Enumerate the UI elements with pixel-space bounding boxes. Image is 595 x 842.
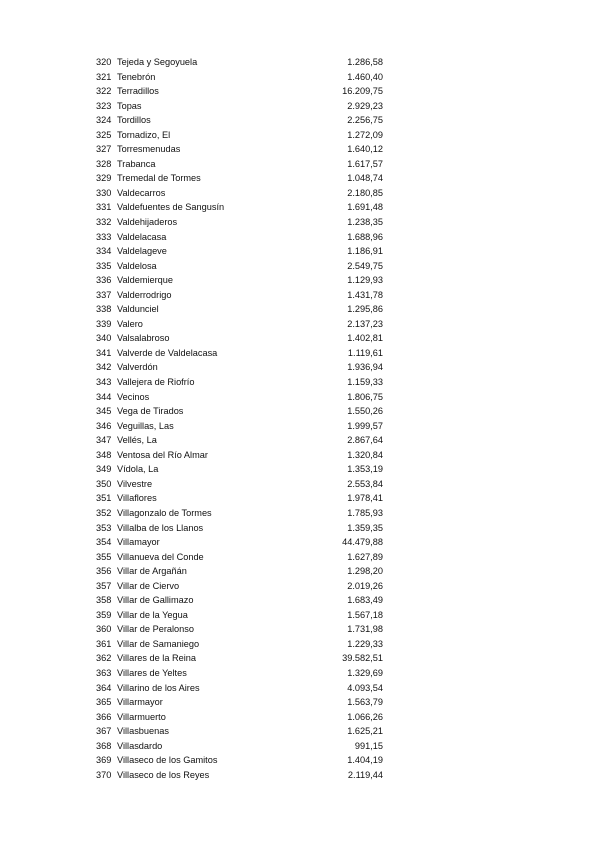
row-number: 345 bbox=[96, 406, 112, 417]
amount-value: 1.286,58 bbox=[347, 57, 383, 67]
table-row bbox=[96, 288, 383, 303]
amount-value: 1.048,74 bbox=[347, 173, 383, 184]
municipality-name: Villarmayor bbox=[117, 697, 163, 708]
amount-value: 1.272,09 bbox=[347, 129, 383, 140]
table-row bbox=[96, 753, 383, 768]
table-row bbox=[96, 186, 383, 201]
municipality-name: Tornadizo, El bbox=[117, 129, 171, 140]
table-row bbox=[96, 99, 383, 114]
table-row bbox=[96, 375, 383, 390]
amount-value: 1.731,98 bbox=[347, 624, 383, 635]
table-row bbox=[96, 157, 383, 172]
municipality-name: Tordillos bbox=[117, 115, 151, 126]
row-number: 322 bbox=[96, 86, 112, 97]
table-row bbox=[96, 681, 383, 696]
amount-value: 1.627,89 bbox=[347, 551, 383, 562]
table-row bbox=[96, 564, 383, 579]
amount-value: 1.567,18 bbox=[347, 609, 383, 620]
table-row bbox=[96, 404, 383, 419]
row-number: 334 bbox=[96, 246, 112, 257]
row-number: 346 bbox=[96, 420, 112, 431]
table-row bbox=[96, 259, 383, 274]
row-number: 368 bbox=[96, 740, 112, 751]
amount-value: 1.688,96 bbox=[347, 231, 383, 242]
amount-value: 1.353,19 bbox=[347, 464, 383, 475]
row-number: 359 bbox=[96, 609, 112, 620]
amount-value: 1.691,48 bbox=[347, 202, 383, 213]
municipality-name: Vídola, La bbox=[117, 464, 159, 475]
table-row bbox=[96, 200, 383, 215]
row-number: 340 bbox=[96, 333, 112, 344]
municipality-name: Vega de Tirados bbox=[117, 406, 184, 417]
row-number: 341 bbox=[96, 347, 112, 358]
table-row bbox=[96, 360, 383, 375]
municipality-name: Valverdón bbox=[117, 362, 158, 373]
amount-value: 2.256,75 bbox=[347, 115, 383, 126]
amount-value: 1.978,41 bbox=[347, 493, 383, 504]
amount-value: 1.119,61 bbox=[347, 347, 383, 358]
row-number: 342 bbox=[96, 362, 112, 373]
amount-value: 1.186,91 bbox=[347, 246, 383, 257]
table-row bbox=[96, 317, 383, 332]
table-row bbox=[96, 390, 383, 405]
table-row bbox=[96, 768, 383, 783]
row-number: 324 bbox=[96, 115, 112, 126]
municipality-name: Villares de Yeltes bbox=[117, 667, 187, 678]
row-number: 352 bbox=[96, 507, 112, 518]
amount-value: 39.582,51 bbox=[342, 653, 383, 664]
table-row bbox=[96, 448, 383, 463]
municipality-name: Valderrodrigo bbox=[117, 289, 172, 300]
amount-value: 2.137,23 bbox=[347, 318, 383, 329]
row-number: 363 bbox=[96, 667, 112, 678]
municipality-name: Trabanca bbox=[117, 158, 156, 169]
row-number: 370 bbox=[96, 769, 112, 780]
municipality-name: Villar de la Yegua bbox=[117, 609, 188, 620]
municipality-name: Villalba de los Llanos bbox=[117, 522, 204, 533]
amount-value: 1.295,86 bbox=[347, 304, 383, 315]
municipality-name: Villamayor bbox=[117, 537, 160, 548]
table-row bbox=[96, 579, 383, 594]
municipality-name: Topas bbox=[117, 100, 142, 111]
amount-value: 1.617,57 bbox=[347, 158, 383, 169]
municipality-name: Valdelacasa bbox=[117, 231, 167, 242]
municipality-name: Valdelosa bbox=[117, 260, 157, 271]
municipality-name: Veguillas, Las bbox=[117, 420, 174, 431]
amount-value: 1.563,79 bbox=[347, 697, 383, 708]
municipality-name: Villarmuerto bbox=[117, 711, 166, 722]
municipality-name: Villar de Argañán bbox=[117, 566, 187, 577]
row-number: 365 bbox=[96, 697, 112, 708]
table-row bbox=[96, 142, 383, 157]
table-row bbox=[96, 302, 383, 317]
amount-value: 1.640,12 bbox=[347, 144, 383, 155]
table-row bbox=[96, 84, 383, 99]
municipality-name: Valsalabroso bbox=[117, 333, 170, 344]
municipality-name: Villasdardo bbox=[117, 740, 163, 751]
table-row bbox=[96, 230, 383, 245]
municipality-name: Valdehijaderos bbox=[117, 217, 178, 228]
amount-value: 2.019,26 bbox=[347, 580, 383, 591]
row-number: 337 bbox=[96, 289, 112, 300]
row-number: 351 bbox=[96, 493, 112, 504]
municipality-name: Valdemierque bbox=[117, 275, 174, 286]
table-row bbox=[96, 346, 383, 361]
amount-value: 1.806,75 bbox=[347, 391, 383, 402]
table-row bbox=[96, 419, 383, 434]
amount-value: 1.329,69 bbox=[347, 667, 383, 678]
amount-value: 1.298,20 bbox=[347, 566, 383, 577]
row-number: 356 bbox=[96, 566, 112, 577]
municipality-name: Villagonzalo de Tormes bbox=[117, 507, 212, 518]
amount-value: 1.431,78 bbox=[347, 289, 383, 300]
table-row bbox=[96, 608, 383, 623]
amount-value: 1.404,19 bbox=[347, 755, 383, 766]
municipality-name: Vellés, La bbox=[117, 435, 157, 446]
municipality-name: Tenebrón bbox=[117, 71, 156, 82]
municipality-name: Villasbuenas bbox=[117, 726, 169, 737]
municipality-name: Villarino de los Aires bbox=[117, 682, 200, 693]
table-row bbox=[96, 433, 383, 448]
row-number: 327 bbox=[96, 144, 112, 155]
row-number: 331 bbox=[96, 202, 112, 213]
municipality-name: Villar de Ciervo bbox=[117, 580, 180, 591]
amount-value: 16.209,75 bbox=[342, 86, 383, 97]
municipality-name: Torresmenudas bbox=[117, 144, 181, 155]
municipality-name: Villar de Samaniego bbox=[117, 638, 200, 649]
table-row bbox=[96, 477, 383, 492]
row-number: 353 bbox=[96, 522, 112, 533]
municipality-name: Valdunciel bbox=[117, 304, 159, 315]
table-row bbox=[96, 171, 383, 186]
row-number: 336 bbox=[96, 275, 112, 286]
municipality-name: Valero bbox=[117, 318, 143, 329]
municipality-name: Villares de la Reina bbox=[117, 653, 196, 664]
row-number: 360 bbox=[96, 624, 112, 635]
amount-value: 2.929,23 bbox=[347, 100, 383, 111]
row-number: 350 bbox=[96, 478, 112, 489]
table-row bbox=[96, 622, 383, 637]
row-number: 361 bbox=[96, 638, 112, 649]
amount-value: 2.553,84 bbox=[347, 478, 383, 489]
municipality-name: Valdelageve bbox=[117, 246, 167, 257]
amount-value: 991,15 bbox=[354, 740, 383, 751]
table-row bbox=[96, 462, 383, 477]
amount-value: 1.402,81 bbox=[347, 333, 383, 344]
row-number: 320 bbox=[96, 57, 112, 67]
row-number: 338 bbox=[96, 304, 112, 315]
amount-value: 1.066,26 bbox=[347, 711, 383, 722]
row-number: 348 bbox=[96, 449, 112, 460]
municipality-name: Tejeda y Segoyuela bbox=[117, 57, 198, 67]
amount-value: 2.180,85 bbox=[347, 187, 383, 198]
amount-value: 4.093,54 bbox=[347, 682, 383, 693]
amount-value: 1.936,94 bbox=[347, 362, 383, 373]
municipality-name: Villaseco de los Reyes bbox=[117, 769, 210, 780]
municipality-name: Villaseco de los Gamitos bbox=[117, 755, 218, 766]
amount-value: 1.625,21 bbox=[347, 726, 383, 737]
table-row bbox=[96, 710, 383, 725]
municipality-amount-list bbox=[96, 55, 383, 782]
amount-value: 2.867,64 bbox=[347, 435, 383, 446]
table-row bbox=[96, 215, 383, 230]
table-row bbox=[96, 113, 383, 128]
municipality-name: Villaflores bbox=[117, 493, 157, 504]
row-number: 332 bbox=[96, 217, 112, 228]
row-number: 333 bbox=[96, 231, 112, 242]
amount-value: 1.238,35 bbox=[347, 217, 383, 228]
row-number: 343 bbox=[96, 377, 112, 388]
amount-value: 1.129,93 bbox=[347, 275, 383, 286]
amount-value: 2.549,75 bbox=[347, 260, 383, 271]
row-number: 323 bbox=[96, 100, 112, 111]
table-row bbox=[96, 550, 383, 565]
row-number: 354 bbox=[96, 537, 112, 548]
municipality-name: Vilvestre bbox=[117, 478, 153, 489]
row-number: 325 bbox=[96, 129, 112, 140]
table-row bbox=[96, 128, 383, 143]
amount-value: 1.460,40 bbox=[347, 71, 383, 82]
municipality-name: Tremedal de Tormes bbox=[117, 173, 201, 184]
amount-value: 1.359,35 bbox=[347, 522, 383, 533]
amount-value: 1.999,57 bbox=[347, 420, 383, 431]
amount-value: 1.159,33 bbox=[347, 377, 383, 388]
amount-value: 1.550,26 bbox=[347, 406, 383, 417]
table-row bbox=[96, 651, 383, 666]
table-row bbox=[96, 331, 383, 346]
amount-value: 1.320,84 bbox=[347, 449, 383, 460]
amount-value: 1.785,93 bbox=[347, 507, 383, 518]
municipality-name: Villar de Peralonso bbox=[117, 624, 194, 635]
municipality-name: Vallejera de Riofrío bbox=[117, 377, 195, 388]
table-row bbox=[96, 55, 383, 70]
row-number: 328 bbox=[96, 158, 112, 169]
row-number: 344 bbox=[96, 391, 112, 402]
row-number: 364 bbox=[96, 682, 112, 693]
amount-value: 1.229,33 bbox=[347, 638, 383, 649]
row-number: 339 bbox=[96, 318, 112, 329]
amount-value: 2.119,44 bbox=[347, 769, 383, 780]
row-number: 347 bbox=[96, 435, 112, 446]
table-row bbox=[96, 273, 383, 288]
row-number: 335 bbox=[96, 260, 112, 271]
row-number: 358 bbox=[96, 595, 112, 606]
row-number: 321 bbox=[96, 71, 112, 82]
table-row bbox=[96, 521, 383, 536]
table-row bbox=[96, 491, 383, 506]
amount-value: 44.479,88 bbox=[342, 537, 383, 548]
row-number: 367 bbox=[96, 726, 112, 737]
row-number: 366 bbox=[96, 711, 112, 722]
table-row bbox=[96, 506, 383, 521]
municipality-name: Villar de Gallimazo bbox=[117, 595, 194, 606]
table-row bbox=[96, 244, 383, 259]
table-row bbox=[96, 535, 383, 550]
table-row bbox=[96, 666, 383, 681]
municipality-name: Vecinos bbox=[117, 391, 150, 402]
row-number: 329 bbox=[96, 173, 112, 184]
municipality-name: Valverde de Valdelacasa bbox=[117, 347, 218, 358]
table-row bbox=[96, 724, 383, 739]
row-number: 357 bbox=[96, 580, 112, 591]
municipality-name: Terradillos bbox=[117, 86, 159, 97]
row-number: 362 bbox=[96, 653, 112, 664]
municipality-name: Valdecarros bbox=[117, 187, 166, 198]
table-row bbox=[96, 695, 383, 710]
row-number: 369 bbox=[96, 755, 112, 766]
amount-value: 1.683,49 bbox=[347, 595, 383, 606]
municipality-name: Ventosa del Río Almar bbox=[117, 449, 208, 460]
row-number: 355 bbox=[96, 551, 112, 562]
table-row bbox=[96, 739, 383, 754]
table-row bbox=[96, 593, 383, 608]
table-row bbox=[96, 637, 383, 652]
row-number: 349 bbox=[96, 464, 112, 475]
municipality-name: Valdefuentes de Sangusín bbox=[117, 202, 225, 213]
table-row bbox=[96, 70, 383, 85]
municipality-name: Villanueva del Conde bbox=[117, 551, 204, 562]
row-number: 330 bbox=[96, 187, 112, 198]
